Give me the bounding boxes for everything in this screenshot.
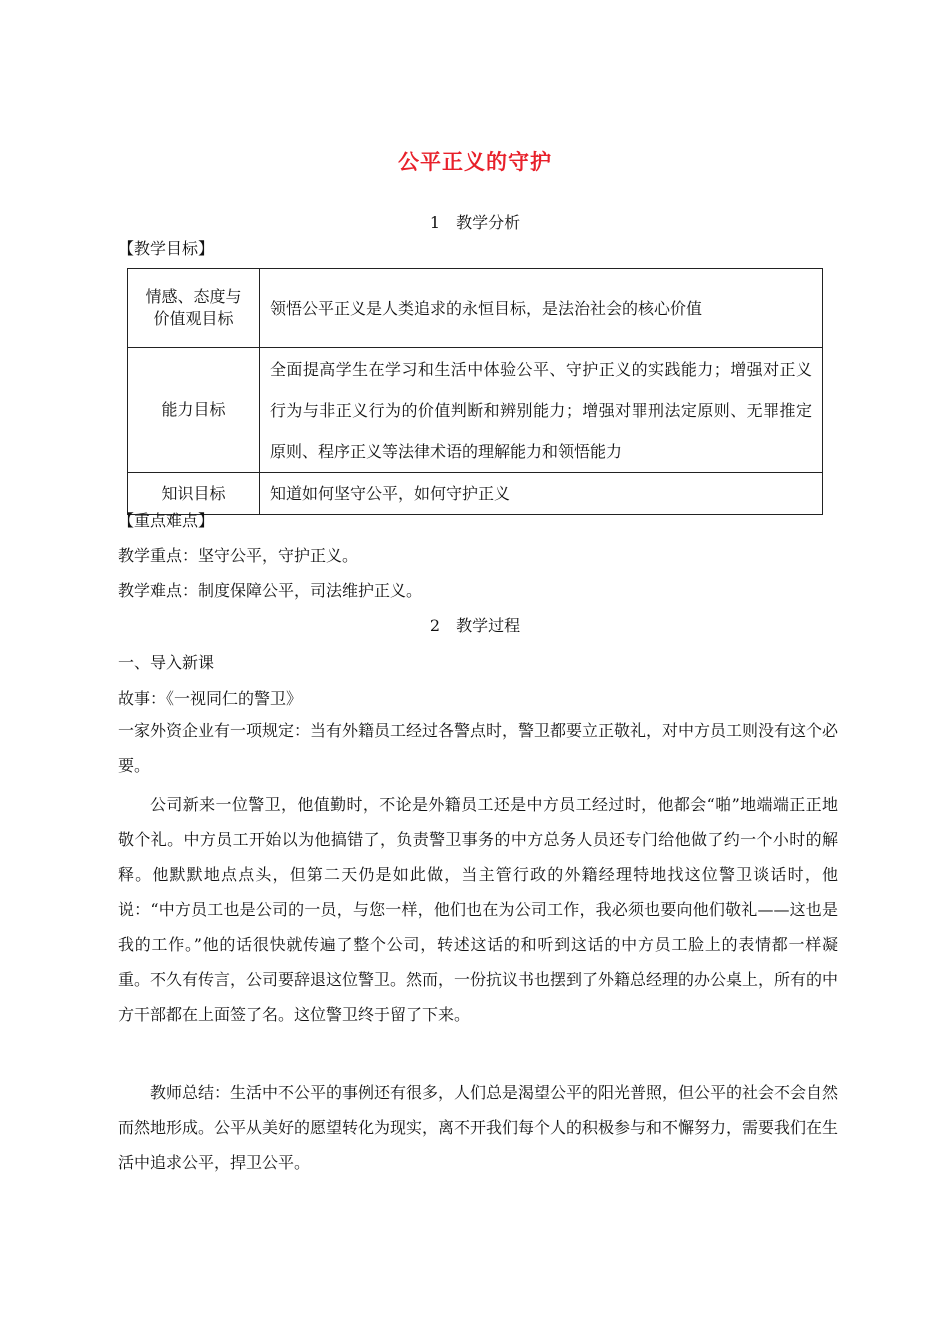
goal-label: 知识目标 — [128, 473, 260, 515]
story-paragraph-2: 公司新来一位警卫，他值勤时，不论是外籍员工还是中方员工经过时，他都会“啪”地端端正正地敬个礼。中方员工开始以为他搞错了，负责警卫事务的中方总务人员还专门给他做了约一个小时的解释。他默默地点点头，但第二天仍是如此做，当主管行政的外籍经理特地找这位警卫谈话时，他说：“中方员工也是公司的一员，与您一样，他们也在为公司工作，我必须也要向他们敬礼——这也是我的工作。”他的话很快就传遍了整个公司，转述这话的和听到这话的中方员工脸上的表情都一样凝重。不久有传言，公司要辞退这位警卫。然而，一份抗议书也摆到了外籍总经理的办公桌上，所有的中方干部都在上面签了名。这位警卫终于留了下来。 — [118, 795, 839, 1024]
story-paragraph-1: 一家外资企业有一项规定：当有外籍员工经过各警点时，警卫都要立正敬礼，对中方员工则没有这个必要。 — [118, 721, 839, 775]
section-label: 教学过程 — [456, 616, 521, 635]
goal-content: 领悟公平正义是人类追求的永恒目标，是法治社会的核心价值 — [260, 269, 823, 348]
section-number: 2 — [429, 616, 441, 635]
goal-content: 知道如何坚守公平，如何守护正义 — [260, 473, 823, 515]
section-number: 1 — [429, 213, 441, 232]
intro-heading: 一、导入新课 — [118, 653, 215, 672]
table-row — [128, 269, 823, 348]
key-heading: 【重点难点】 — [118, 511, 215, 530]
table-row — [128, 348, 823, 473]
key-point: 教学重点：坚守公平，守护正义。 — [118, 546, 359, 565]
section-label: 教学分析 — [456, 213, 521, 232]
section-heading-analysis — [0, 210, 950, 233]
document-title: 公平正义的守护 — [398, 149, 552, 174]
goal-content: 全面提高学生在学习和生活中体验公平、守护正义的实践能力；增强对正义行为与非正义行为的价值判断和辨别能力；增强对罪刑法定原则、无罪推定原则、程序正义等法律术语的理解能力和领悟能力 — [260, 348, 823, 473]
teacher-summary: 教师总结：生活中不公平的事例还有很多，人们总是渴望公平的阳光普照，但公平的社会不会自然而然地形成。公平从美好的愿望转化为现实，离不开我们每个人的积极参与和不懈努力，需要我们在生活中追求公平，捍卫公平。 — [118, 1083, 839, 1172]
story-title: 故事：《一视同仁的警卫》 — [118, 689, 303, 708]
goal-label: 能力目标 — [128, 348, 260, 473]
difficult-point: 教学难点：制度保障公平，司法维护正义。 — [118, 581, 423, 600]
section-heading-process — [0, 613, 950, 636]
goal-label: 情感、态度与价值观目标 — [128, 269, 260, 348]
goals-heading: 【教学目标】 — [118, 239, 215, 258]
goals-table — [127, 268, 823, 515]
